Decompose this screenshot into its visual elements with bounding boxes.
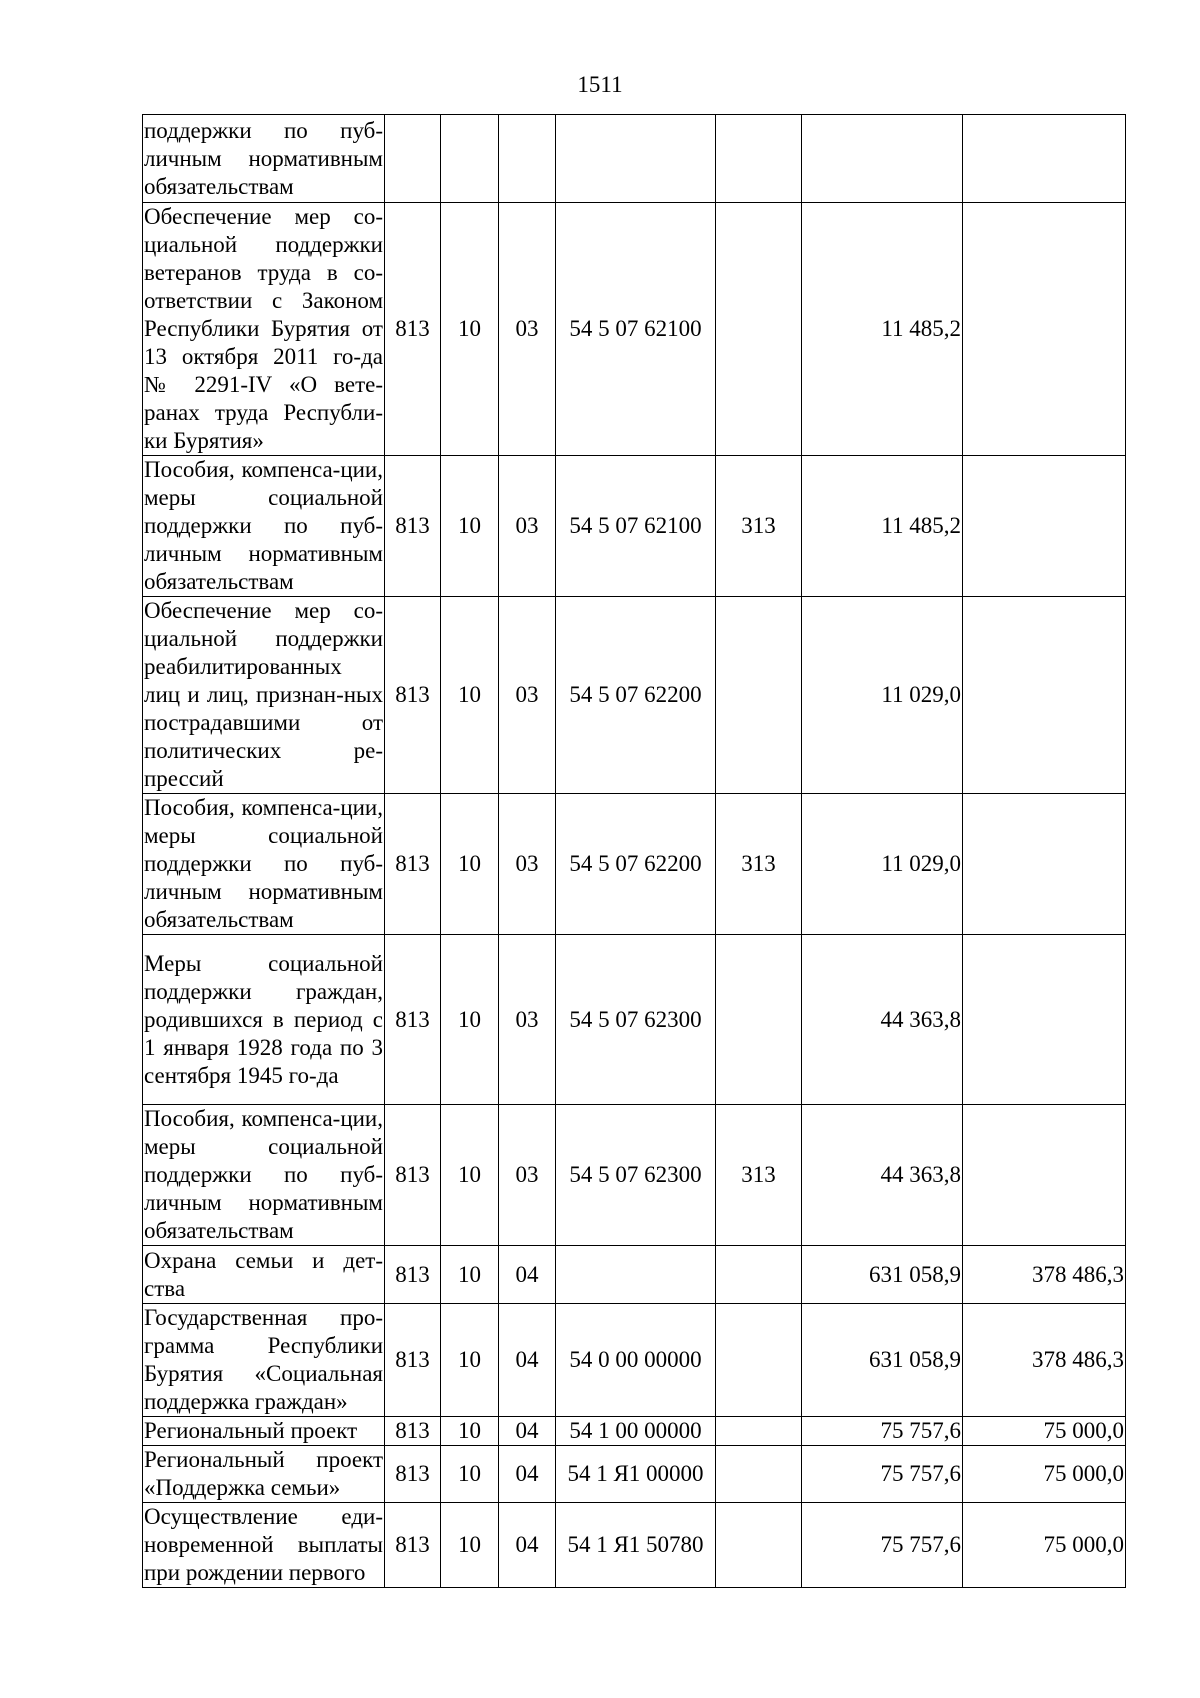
cell-expense-type — [716, 203, 802, 456]
cell-section: 10 — [441, 794, 499, 935]
cell-expense-type — [716, 1246, 802, 1304]
table-row — [143, 456, 1126, 597]
cell-section: 10 — [441, 1304, 499, 1417]
cell-target-article: 54 1 Я1 50780 — [556, 1503, 716, 1588]
cell-target-article: 54 5 07 62200 — [556, 794, 716, 935]
cell-subsection: 04 — [499, 1246, 556, 1304]
cell-subsection — [499, 115, 556, 203]
cell-sum-1: 631 058,9 — [802, 1304, 963, 1417]
cell-name: Обеспечение мер со-циальной поддержки реабилитированных лиц и лиц, признан-ных пострадавшими от политических ре-прессий — [143, 597, 385, 794]
cell-name: Осуществление еди-новременной выплаты при рождении первого — [143, 1503, 385, 1588]
cell-ministry-code: 813 — [385, 597, 441, 794]
table-row — [143, 597, 1126, 794]
cell-sum-2: 75 000,0 — [963, 1446, 1126, 1503]
cell-subsection: 04 — [499, 1417, 556, 1446]
cell-name: Пособия, компенса-ции, меры социальной поддержки по пуб-личным нормативным обязательствам — [143, 1105, 385, 1246]
cell-sum-2 — [963, 115, 1126, 203]
cell-section: 10 — [441, 1446, 499, 1503]
cell-name: Охрана семьи и дет-ства — [143, 1246, 385, 1304]
cell-sum-1: 11 485,2 — [802, 203, 963, 456]
table-row — [143, 1446, 1126, 1503]
cell-subsection: 03 — [499, 456, 556, 597]
cell-sum-2 — [963, 203, 1126, 456]
cell-section: 10 — [441, 1503, 499, 1588]
cell-name: Пособия, компенса-ции, меры социальной поддержки по пуб-личным нормативным обязательствам — [143, 794, 385, 935]
cell-expense-type — [716, 935, 802, 1105]
page-number: 1511 — [577, 72, 623, 97]
cell-expense-type: 313 — [716, 456, 802, 597]
cell-ministry-code: 813 — [385, 456, 441, 597]
cell-target-article: 54 1 00 00000 — [556, 1417, 716, 1446]
cell-subsection: 03 — [499, 203, 556, 456]
cell-sum-2: 378 486,3 — [963, 1304, 1126, 1417]
cell-ministry-code: 813 — [385, 794, 441, 935]
cell-section: 10 — [441, 935, 499, 1105]
cell-ministry-code: 813 — [385, 203, 441, 456]
cell-subsection: 03 — [499, 597, 556, 794]
table-row — [143, 203, 1126, 456]
cell-sum-1: 44 363,8 — [802, 935, 963, 1105]
table-row — [143, 935, 1126, 1105]
table-row — [143, 1503, 1126, 1588]
cell-subsection: 04 — [499, 1503, 556, 1588]
cell-sum-1: 75 757,6 — [802, 1503, 963, 1588]
cell-expense-type: 313 — [716, 1105, 802, 1246]
cell-ministry-code — [385, 115, 441, 203]
cell-subsection: 03 — [499, 935, 556, 1105]
cell-expense-type: 313 — [716, 794, 802, 935]
cell-ministry-code: 813 — [385, 1417, 441, 1446]
cell-sum-2: 378 486,3 — [963, 1246, 1126, 1304]
cell-expense-type — [716, 1503, 802, 1588]
cell-section: 10 — [441, 597, 499, 794]
cell-sum-1: 75 757,6 — [802, 1417, 963, 1446]
cell-sum-1 — [802, 115, 963, 203]
cell-target-article: 54 5 07 62100 — [556, 203, 716, 456]
cell-sum-2: 75 000,0 — [963, 1417, 1126, 1446]
cell-ministry-code: 813 — [385, 1503, 441, 1588]
table-row — [143, 1417, 1126, 1446]
cell-name: Пособия, компенса-ции, меры социальной поддержки по пуб-личным нормативным обязательствам — [143, 456, 385, 597]
cell-section: 10 — [441, 1105, 499, 1246]
cell-sum-2 — [963, 794, 1126, 935]
cell-section: 10 — [441, 1417, 499, 1446]
cell-ministry-code: 813 — [385, 935, 441, 1105]
cell-name: Региональный проект — [143, 1417, 385, 1446]
cell-section — [441, 115, 499, 203]
cell-ministry-code: 813 — [385, 1304, 441, 1417]
cell-sum-1: 631 058,9 — [802, 1246, 963, 1304]
cell-sum-1: 75 757,6 — [802, 1446, 963, 1503]
table-row — [143, 115, 1126, 203]
cell-sum-2 — [963, 1105, 1126, 1246]
cell-expense-type — [716, 597, 802, 794]
cell-ministry-code: 813 — [385, 1105, 441, 1246]
cell-sum-1: 11 029,0 — [802, 794, 963, 935]
cell-subsection: 03 — [499, 1105, 556, 1246]
cell-name: Региональный проект «Поддержка семьи» — [143, 1446, 385, 1503]
cell-expense-type — [716, 1417, 802, 1446]
cell-sum-2 — [963, 935, 1126, 1105]
cell-sum-1: 44 363,8 — [802, 1105, 963, 1246]
cell-sum-1: 11 029,0 — [802, 597, 963, 794]
cell-target-article — [556, 115, 716, 203]
cell-ministry-code: 813 — [385, 1446, 441, 1503]
cell-sum-2: 75 000,0 — [963, 1503, 1126, 1588]
cell-expense-type — [716, 1446, 802, 1503]
cell-ministry-code: 813 — [385, 1246, 441, 1304]
table-row — [143, 1304, 1126, 1417]
cell-sum-2 — [963, 597, 1126, 794]
cell-sum-2 — [963, 456, 1126, 597]
cell-name: Меры социальной поддержки граждан, родившихся в период с 1 января 1928 года по 3 сентября 1945 го-да — [143, 935, 385, 1105]
table-row — [143, 794, 1126, 935]
cell-subsection: 04 — [499, 1304, 556, 1417]
cell-target-article: 54 5 07 62100 — [556, 456, 716, 597]
cell-sum-1: 11 485,2 — [802, 456, 963, 597]
table-row — [143, 1105, 1126, 1246]
cell-target-article — [556, 1246, 716, 1304]
cell-target-article: 54 5 07 62300 — [556, 935, 716, 1105]
cell-target-article: 54 0 00 00000 — [556, 1304, 716, 1417]
cell-expense-type — [716, 1304, 802, 1417]
cell-target-article: 54 5 07 62200 — [556, 597, 716, 794]
cell-target-article: 54 5 07 62300 — [556, 1105, 716, 1246]
cell-section: 10 — [441, 203, 499, 456]
cell-name: Государственная про-грамма Республики Бурятия «Социальная поддержка граждан» — [143, 1304, 385, 1417]
cell-subsection: 04 — [499, 1446, 556, 1503]
cell-section: 10 — [441, 1246, 499, 1304]
cell-expense-type — [716, 115, 802, 203]
cell-target-article: 54 1 Я1 00000 — [556, 1446, 716, 1503]
cell-name: поддержки по пуб-личным нормативным обязательствам — [143, 115, 385, 203]
cell-section: 10 — [441, 456, 499, 597]
cell-subsection: 03 — [499, 794, 556, 935]
cell-name: Обеспечение мер со-циальной поддержки ветеранов труда в со-ответствии с Законом Республики Бурятия от 13 октября 2011 го-да № 2291-IV «О вете-ранах труда Республи-ки Бурятия» — [143, 203, 385, 456]
table-row — [143, 1246, 1126, 1304]
budget-table — [142, 114, 1126, 1588]
